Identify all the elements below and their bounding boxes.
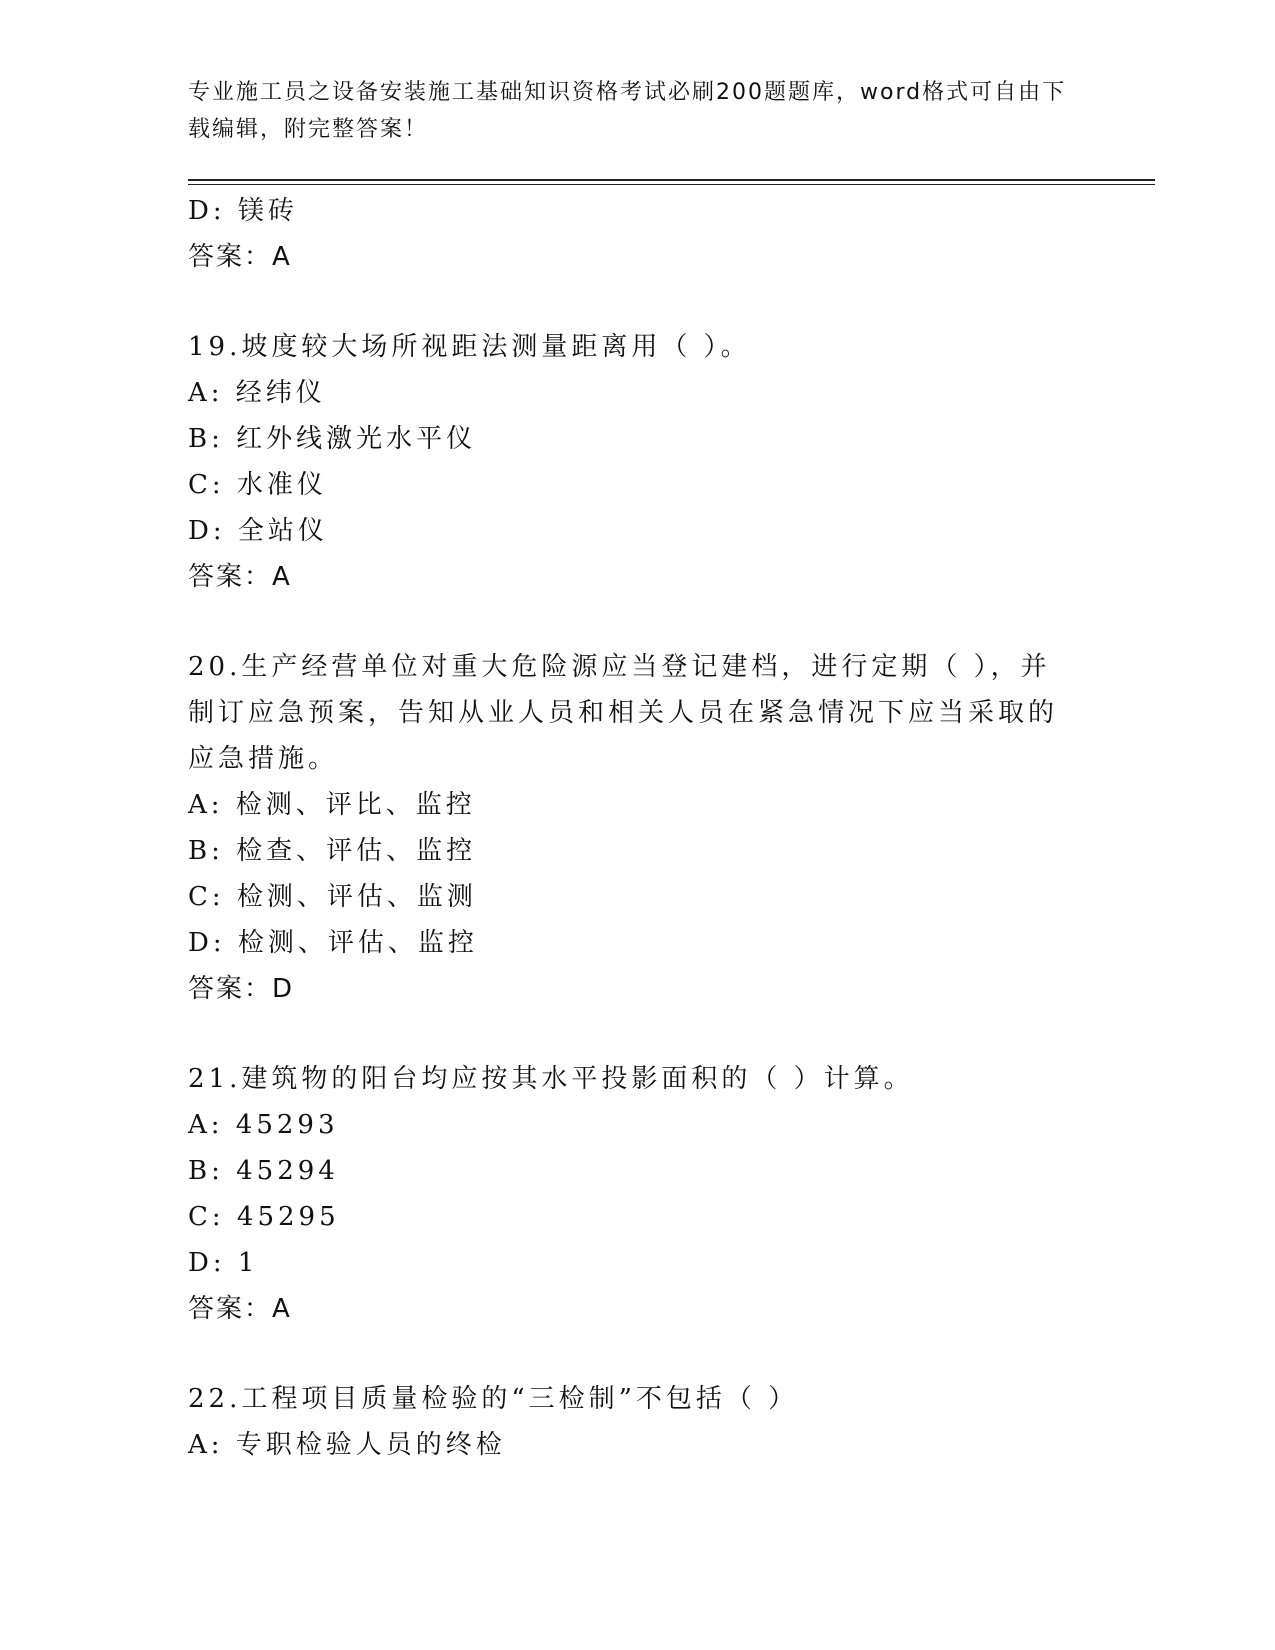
option-c: C: 检测、评估、监测 bbox=[188, 882, 477, 912]
question-text: 20.生产经营单位对重大危险源应当登记建档，进行定期（ ），并制订应急预案，告知从业人员和相关人员在紧急情况下应当采取的应急措施。 bbox=[188, 652, 1059, 774]
option-b: B: 45294 bbox=[188, 1156, 339, 1186]
option-c: C: 45295 bbox=[188, 1202, 340, 1232]
option-a: A: 经纬仪 bbox=[188, 378, 326, 408]
spacer bbox=[188, 1012, 1068, 1056]
option-a: A: 45293 bbox=[188, 1110, 339, 1140]
spacer bbox=[188, 1332, 1068, 1376]
option-d: D: 检测、评估、监控 bbox=[188, 928, 478, 958]
question-text: 19.坡度较大场所视距法测量距离用（ ）。 bbox=[188, 332, 751, 362]
question-text: 22.工程项目质量检验的“三检制”不包括（ ） bbox=[188, 1384, 799, 1414]
option-d: D: 全站仪 bbox=[188, 516, 328, 546]
option-c: C: 水准仪 bbox=[188, 470, 327, 500]
answer-line: 答案：A bbox=[188, 562, 292, 592]
header-divider-thin bbox=[188, 184, 1155, 185]
option-b: B: 红外线激光水平仪 bbox=[188, 424, 477, 454]
question-19 bbox=[188, 324, 1068, 600]
option-d: D: 镁砖 bbox=[188, 196, 298, 226]
spacer bbox=[188, 280, 1068, 324]
option-a: A: 检测、评比、监控 bbox=[188, 790, 476, 820]
question-list bbox=[188, 188, 1068, 1468]
answer-line: 答案：A bbox=[188, 242, 292, 272]
question-22 bbox=[188, 1376, 1068, 1468]
question-21 bbox=[188, 1056, 1068, 1332]
question-20 bbox=[188, 644, 1068, 1012]
option-d: D: 1 bbox=[188, 1248, 259, 1278]
option-a: A: 专职检验人员的终检 bbox=[188, 1430, 506, 1460]
spacer bbox=[188, 600, 1068, 644]
question-text: 21.建筑物的阳台均应按其水平投影面积的（ ）计算。 bbox=[188, 1064, 914, 1094]
document-header: 专业施工员之设备安装施工基础知识资格考试必刷200题题库，word格式可自由下载编辑，附完整答案！ bbox=[188, 80, 1067, 142]
answer-line: 答案：A bbox=[188, 1294, 292, 1324]
answer-line: 答案：D bbox=[188, 974, 295, 1004]
header-divider-thick bbox=[188, 179, 1155, 181]
option-b: B: 检查、评估、监控 bbox=[188, 836, 477, 866]
